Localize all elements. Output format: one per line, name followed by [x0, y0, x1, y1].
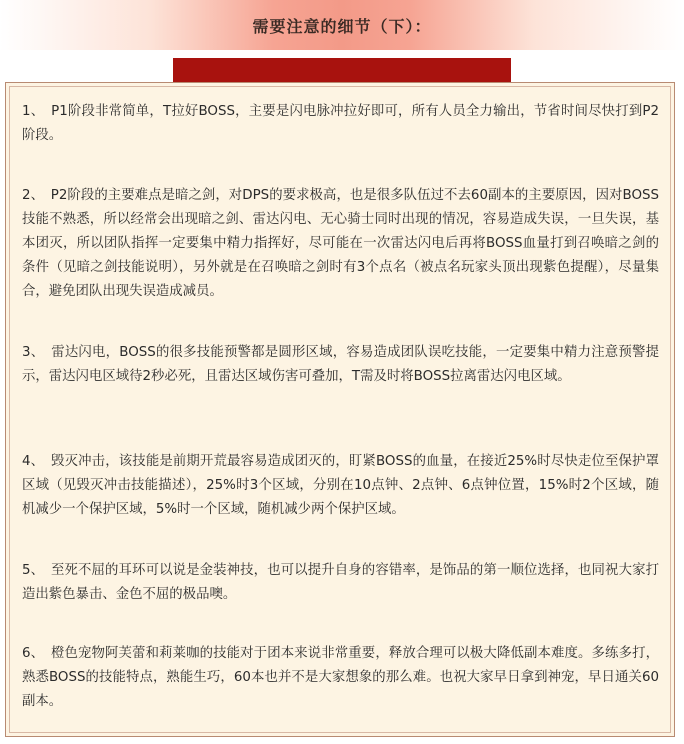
tip-paragraph-1: 1、 P1阶段非常简单，T拉好BOSS，主要是闪电脉冲拉好即可，所有人员全力输出，节省时间尽快打到P2阶段。	[22, 104, 659, 143]
tip-paragraph-5: 5、 至死不屈的耳环可以说是金装神技，也可以提升自身的容错率，是饰品的第一顺位选择，也同祝大家打造出紫色暴击、金色不屈的极品噢。	[22, 563, 659, 602]
tip-paragraph-3: 3、 雷达闪电，BOSS的很多技能预警都是圆形区域，容易造成团队误吃技能，一定要集中精力注意预警提示，雷达闪电区域待2秒必死，且雷达区域伤害可叠加，T需及时将BOSS拉离雷达闪电区域。	[22, 345, 659, 384]
content-panel	[5, 82, 675, 737]
tip-paragraph-2: 2、 P2阶段的主要难点是暗之剑，对DPS的要求极高，也是很多队伍过不去60副本的主要原因，因对BOSS技能不熟悉，所以经常会出现暗之剑、雷达闪电、无心骑士同时出现的情况，容易造成失误，一旦失误，基本团灭，所以团队指挥一定要集中精力指挥好，尽可能在一次雷达闪电后再将BOSS血量打到召唤暗之剑的条件（见暗之剑技能说明），另外就是在召唤暗之剑时有3个点名（被点名玩家头顶出现紫色提醒），尽量集合，避免团队出现失误造成减员。	[22, 188, 659, 299]
section-title: 需要注意的细节（下）：	[252, 17, 432, 36]
tip-paragraph-6: 6、 橙色宠物阿芙蕾和莉莱咖的技能对于团本来说非常重要，释放合理可以极大降低副本难度。多练多打，熟悉BOSS的技能特点，熟能生巧，60本也并不是大家想象的那么难。也祝大家早日拿到神宠，早日通关60副本。	[22, 646, 659, 709]
tip-paragraph-4: 4、 毁灭冲击，该技能是前期开荒最容易造成团灭的，盯紧BOSS的血量，在接近25%时尽快走位至保护罩区域（见毁灭冲击技能描述），25%时3个区域，分别在10点钟、2点钟、6点钟位置，15%时2个区域，随机减少一个保护区域，5%时一个区域，随机减少两个保护区域。	[22, 454, 659, 517]
red-divider-bar	[173, 58, 511, 82]
